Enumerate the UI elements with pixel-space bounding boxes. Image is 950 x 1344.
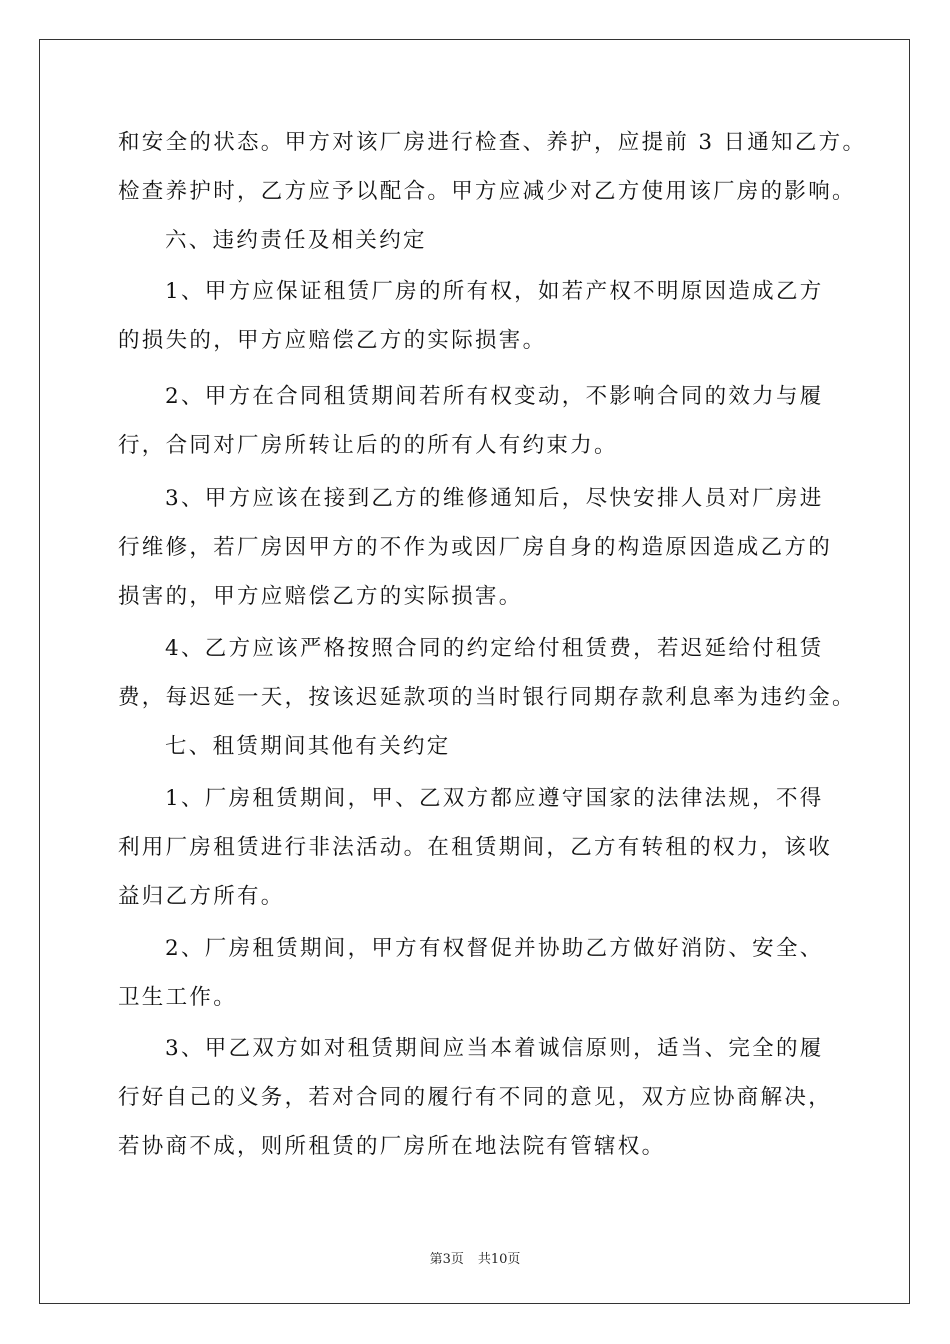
section-heading-7: 七、租赁期间其他有关约定: [165, 734, 451, 759]
page-footer: [0, 1248, 950, 1267]
section-heading-6: 六、违约责任及相关约定: [165, 228, 427, 253]
paragraph-line: 损害的，甲方应赔偿乙方的实际损害。: [118, 584, 523, 609]
paragraph-line: 若协商不成，则所租赁的厂房所在地法院有管辖权。: [118, 1134, 666, 1159]
page-number-total: 共10页: [477, 1252, 521, 1267]
paragraph-line: 1、厂房租赁期间，甲、乙双方都应遵守国家的法律法规，不得: [165, 786, 824, 811]
paragraph-line: 和安全的状态。甲方对该厂房进行检查、养护，应提前 3 日通知乙方。: [118, 130, 867, 155]
paragraph-line: 2、甲方在合同租赁期间若所有权变动，不影响合同的效力与履: [165, 384, 824, 409]
paragraph-line: 行，合同对厂房所转让后的的所有人有约束力。: [118, 433, 618, 458]
paragraph-line: 3、甲方应该在接到乙方的维修通知后，尽快安排人员对厂房进: [165, 486, 824, 511]
paragraph-line: 费，每迟延一天，按该迟延款项的当时银行同期存款利息率为违约金。: [118, 685, 856, 710]
paragraph-line: 利用厂房租赁进行非法活动。在租赁期间，乙方有转租的权力，该收: [118, 835, 833, 860]
paragraph-line: 的损失的，甲方应赔偿乙方的实际损害。: [118, 328, 547, 353]
paragraph-line: 检查养护时，乙方应予以配合。甲方应减少对乙方使用该厂房的影响。: [118, 179, 856, 204]
paragraph-line: 1、甲方应保证租赁厂房的所有权，如若产权不明原因造成乙方: [165, 279, 824, 304]
paragraph-line: 行维修，若厂房因甲方的不作为或因厂房自身的构造原因造成乙方的: [118, 535, 833, 560]
paragraph-line: 2、厂房租赁期间，甲方有权督促并协助乙方做好消防、安全、: [165, 936, 824, 961]
paragraph-line: 4、乙方应该严格按照合同的约定给付租赁费，若迟延给付租赁: [165, 636, 824, 661]
paragraph-line: 益归乙方所有。: [118, 884, 285, 909]
paragraph-line: 3、甲乙双方如对租赁期间应当本着诚信原则，适当、完全的履: [165, 1036, 824, 1061]
paragraph-line: 卫生工作。: [118, 985, 238, 1010]
paragraph-line: 行好自己的义务，若对合同的履行有不同的意见，双方应协商解决，: [118, 1085, 833, 1110]
page-number-current: 第3页: [429, 1252, 464, 1267]
